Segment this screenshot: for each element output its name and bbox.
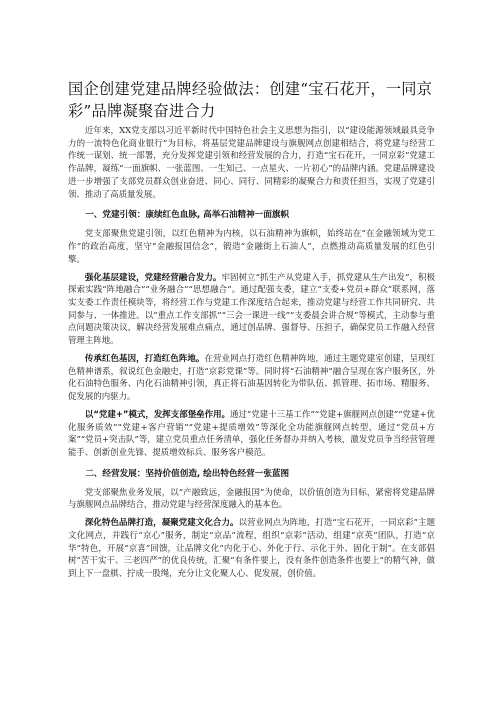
- section1-paragraph-4: [68, 408, 435, 459]
- document-title: 国企创建党建品牌经验做法：创建“宝石花开，一同京彩”品牌凝聚奋进合力: [68, 80, 433, 120]
- lead-sentence: 传承红色基因，打造红色阵地。: [84, 352, 205, 363]
- section1-paragraph-3: [68, 352, 435, 403]
- section1-paragraph-1: 党支部聚焦党建引领，以红色精神为内核，以石油精神为旗帜，始终站在“在金融领域为党工作”的政治高度，坚守“金融报国信念”，锻造“金融街上石油人”，点燃推动高质量发展的红色引擎。: [68, 228, 435, 264]
- lead-sentence: 强化基层建设，党建经营融合发力。: [84, 271, 222, 282]
- document-body: [68, 124, 435, 585]
- section1-paragraph-2: [68, 271, 435, 347]
- intro-paragraph: 近年来，XX党支部以习近平新时代中国特色社会主义思想为指引，以“建设能源领域最具竞争力的一流特色化商业银行”为目标，将基层党建品牌建设与旗舰网点创建相结合，将党建与经营工作统一谋划、统一部署，充分发挥党建引领和经营发展的合力，打造“宝石花开，一同京彩”党建工作品牌，凝练“一面旗帜、一张蓝图、一生知己、一点星火、一片初心”的品牌内涵。党建品牌建设进一步增强了支部党员群众创业奋进、同心、同行、同精彩的凝聚合力和责任担当，实现了党建引领、推动了高质量发展。: [68, 125, 435, 199]
- lead-sentence: 深化特色品牌打造，凝聚党建文化合力。: [84, 517, 239, 528]
- section2-paragraph-1: 党支部聚焦业务发展，以“产融致远，金融报国”为使命，以价值创造为目标，紧密将党建品牌与旗舰网点品牌结合，推动党建与经营深度融入的基本色。: [68, 486, 435, 510]
- paragraph-text: 以营业网点为阵地，打造“宝石花开，一同京彩”主题文化网点，并践行“京心”服务，制定“京品”流程，组织“京彩”活动，组建“京英”团队，打造“京华”特色，开展“京喜”回馈，让品牌文化“内化于心、外化于行、示化于外、固化于制”。在支部倡树“苦干实干、三老四严”的优良传统，汇聚“有条件要上，没有条件创造条件也要上”的精气神，做到上下一盘棋、拧成一股绳，充分让文化聚人心、促发展，创价值。: [68, 517, 436, 579]
- lead-sentence: 以“党建+”模式，发挥支部堡垒作用。: [84, 408, 230, 419]
- paragraph-text: 牢固树立“抓生产从党建入手，抓党建从生产出发”，积极探索实践“阵地融合”“业务融合”“思想融合”。通过配强支委，建立“支委+党员+群众”联系网，落实支委工作责任模块等，将经营工作与党建工作深度结合起来，推动党建与经营工作共同研究、共同参与、一体推进。以“重点工作支部抓”“三会一课进一线”“支委晨会讲合规”等模式，主动参与重点问题决策决议，解决经营发展难点痛点，通过创品牌、强督导、压担子，确保党员工作融入经营管理主阵地。: [68, 271, 436, 346]
- paragraph-text: 通过“党建十三基工作”“党建+旗舰网点创建”“党建+优化服务质效”“党建+客户营销”“党建+提质增效”等深化全功能旗舰网点转型，通过“党员+方案”“党员+突击队”等，建立党员重点任务清单，强化任务督办并纳入考核，激发党员争当经营管理能手、创新创业先锋、提质增效标兵、服务客户模范。: [68, 408, 435, 458]
- section-heading-1: 一、党建引领：康续红色血脉, 高举石油精神一面旗帜: [85, 210, 290, 221]
- section-heading-2: 二、经营发展：坚持价值创造, 绘出特色经营一张蓝图: [85, 468, 290, 479]
- section2-paragraph-2: [68, 516, 435, 580]
- paragraph-text: 在营业网点打造红色精神阵地，通过主题党建室创建，呈现红色精神谱系，叙说红色金融史，打造“京彩党课”等。同时将“石油精神”融合呈现在客户服务区，外化石油特色服务、内化石油精神引领，真正将石油基因转化为带队伍、抓管理、拓市场、精服务、促发展的内驱力。: [68, 352, 436, 402]
